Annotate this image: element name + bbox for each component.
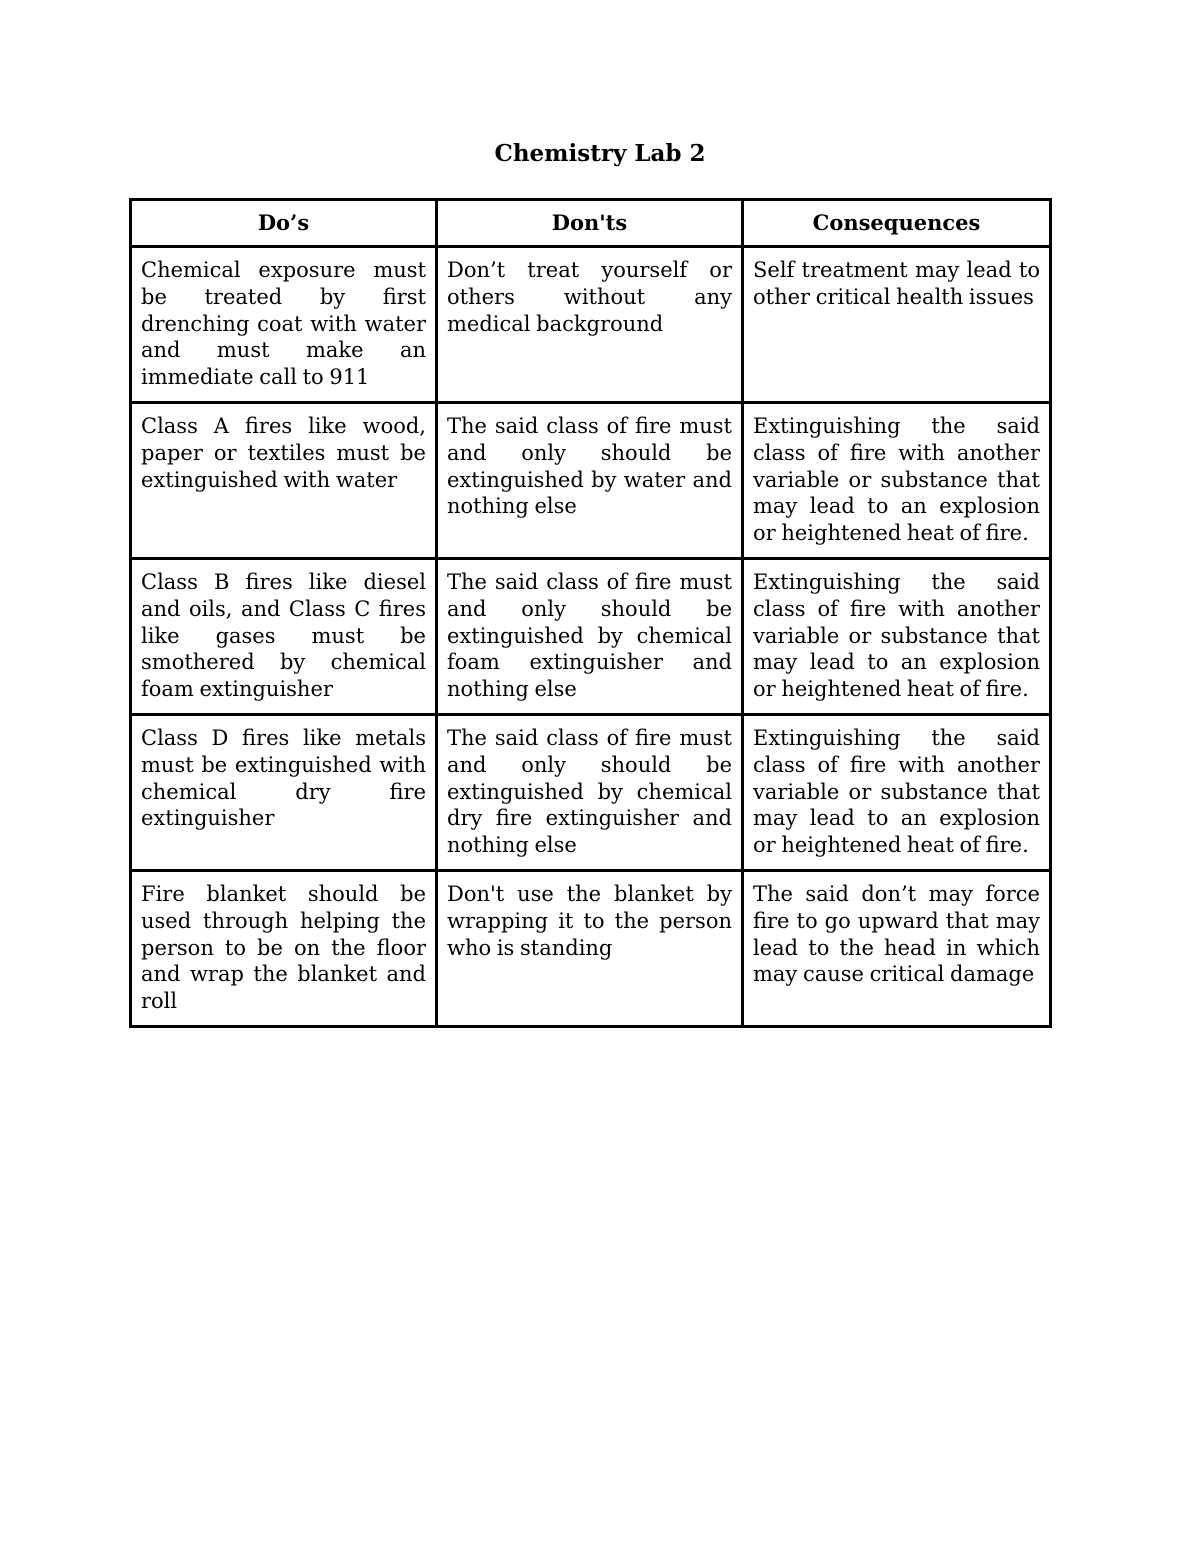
table-row	[131, 402, 1051, 558]
cell-dos: Chemical exposure must be treated by first drenching coat with water and must make an immediate call to 911	[131, 247, 437, 403]
cell-donts: The said class of fire must and only should be extinguished by water and nothing else	[437, 402, 743, 558]
header-donts: Don'ts	[437, 200, 743, 247]
cell-donts: The said class of fire must and only should be extinguished by chemical foam extinguisher and nothing else	[437, 558, 743, 714]
page-title: Chemistry Lab 2	[494, 140, 706, 167]
cell-donts: Don't use the blanket by wrapping it to the person who is standing	[437, 870, 743, 1026]
header-consequences: Consequences	[743, 200, 1051, 247]
cell-donts: Don’t treat yourself or others without any medical background	[437, 247, 743, 403]
safety-table	[129, 198, 1052, 1028]
cell-donts: The said class of fire must and only should be extinguished by chemical dry fire extinguisher and nothing else	[437, 714, 743, 870]
table-row	[131, 714, 1051, 870]
table-header-row	[131, 200, 1051, 247]
cell-consequences: Extinguishing the said class of fire with another variable or substance that may lead to an explosion or heightened heat of fire.	[743, 402, 1051, 558]
cell-dos: Fire blanket should be used through helping the person to be on the floor and wrap the blanket and roll	[131, 870, 437, 1026]
cell-consequences: The said don’t may force fire to go upward that may lead to the head in which may cause critical damage	[743, 870, 1051, 1026]
cell-dos: Class D fires like metals must be extinguished with chemical dry fire extinguisher	[131, 714, 437, 870]
cell-dos: Class B fires like diesel and oils, and Class C fires like gases must be smothered by chemical foam extinguisher	[131, 558, 437, 714]
cell-consequences: Extinguishing the said class of fire with another variable or substance that may lead to an explosion or heightened heat of fire.	[743, 558, 1051, 714]
cell-consequences: Self treatment may lead to other critical health issues	[743, 247, 1051, 403]
cell-consequences: Extinguishing the said class of fire with another variable or substance that may lead to an explosion or heightened heat of fire.	[743, 714, 1051, 870]
table-row	[131, 558, 1051, 714]
table-row	[131, 870, 1051, 1026]
table-row	[131, 247, 1051, 403]
header-dos: Do’s	[131, 200, 437, 247]
cell-dos: Class A fires like wood, paper or textiles must be extinguished with water	[131, 402, 437, 558]
